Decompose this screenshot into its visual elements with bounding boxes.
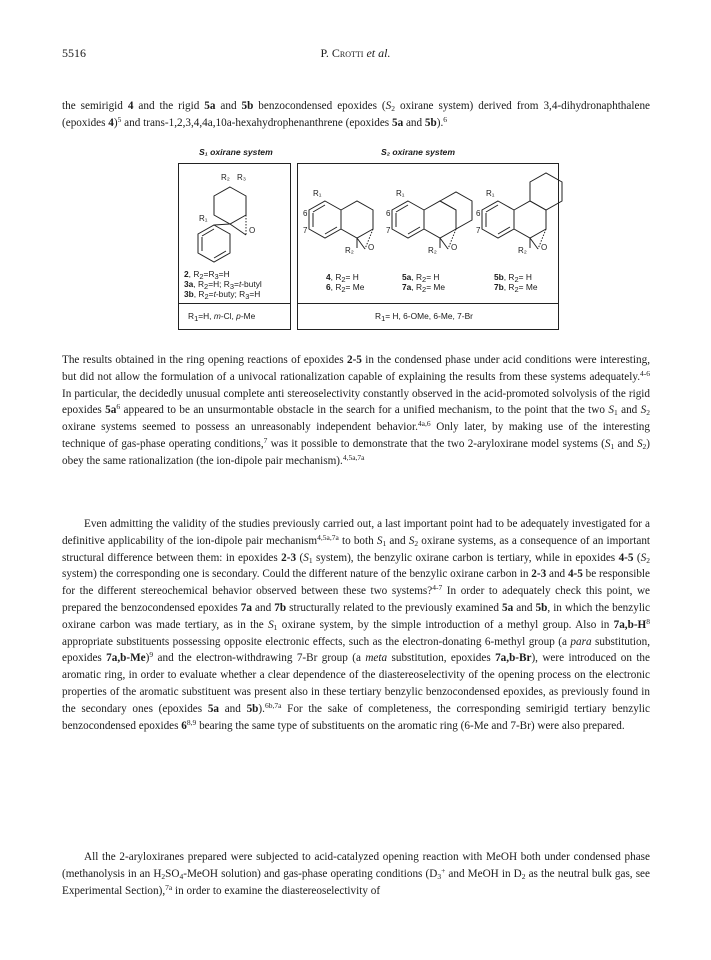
- text-run: bearing the same type of substituents on the aromatic ring (6-Me and 7-Br) were also prepared.: [196, 719, 625, 732]
- text-run: S: [376, 534, 383, 547]
- text-run: , R: [330, 282, 342, 292]
- text-run: 7a,b-Br: [495, 652, 532, 665]
- text-run: S: [604, 437, 611, 450]
- text-run: was it possible to demonstrate that the two 2-aryloxirane model systems (: [267, 437, 605, 450]
- pos7-4: 7: [303, 226, 308, 235]
- text-run: 7a,b-H: [613, 618, 647, 631]
- paragraph-2: [62, 516, 650, 734]
- pos6-5b: 6: [476, 209, 481, 218]
- text-run: (: [633, 551, 641, 564]
- text-run: = H: [518, 272, 532, 282]
- label-line: [494, 272, 538, 282]
- pos7-5a: 7: [386, 226, 391, 235]
- text-run: 5b: [494, 272, 504, 282]
- atom-r3: R₃: [237, 173, 247, 182]
- label-line: [184, 269, 262, 279]
- atom-r2-4: R₂: [345, 246, 354, 255]
- text-run: 6: [443, 114, 448, 124]
- box2-substituents: [375, 311, 473, 321]
- text-run: 7b: [274, 601, 287, 614]
- text-run: =H; R: [208, 279, 230, 289]
- text-run: ): [113, 116, 118, 129]
- structure-5b: [470, 163, 560, 263]
- text-run: and: [219, 702, 247, 715]
- text-run: S: [408, 534, 415, 547]
- text-run: 3: [214, 272, 219, 281]
- text-run: 5a: [502, 601, 514, 614]
- text-run: = Me: [518, 282, 538, 292]
- text-run: 3a: [184, 279, 194, 289]
- text-run: 1: [194, 314, 199, 323]
- text-run: +: [441, 865, 446, 875]
- text-run: ) obey the same rationalization (the ion-dipole pair mechanism).: [62, 437, 651, 467]
- text-run: 2: [514, 275, 519, 284]
- text-run: and: [215, 100, 242, 112]
- box1-substituents: [188, 311, 255, 321]
- text-run: 2: [422, 285, 427, 294]
- text-run: 2: [646, 408, 650, 418]
- text-run: 2: [642, 441, 647, 451]
- text-run: as the neutral bulk gas, see Experimental Section),: [62, 867, 650, 897]
- text-run: =H: [249, 289, 261, 299]
- text-run: meta: [365, 652, 388, 665]
- text-run: = H: [426, 272, 440, 282]
- text-run: 1: [613, 408, 618, 418]
- pos6-4: 6: [303, 209, 308, 218]
- label-line: [326, 272, 364, 282]
- aromatic-ring-4: [309, 201, 341, 238]
- text-run: oxirane systems seemed to possess an unreasonably independent behavior.: [62, 421, 418, 434]
- aromatic-ring-5a: [392, 201, 424, 238]
- text-run: and: [251, 601, 275, 614]
- text-run: 2: [521, 871, 526, 881]
- text-run: = H: [345, 272, 359, 282]
- cyclohexane-ring: [214, 187, 246, 224]
- text-run: 2: [199, 272, 204, 281]
- text-run: 5b: [535, 601, 548, 614]
- text-run: 7b: [494, 282, 504, 292]
- text-run: oxirane system) derived from 3,4-dihydronaphthalene (epoxides: [62, 100, 651, 129]
- text-run: 2: [161, 871, 166, 881]
- label-line: [184, 289, 262, 299]
- structure-5a: [380, 163, 480, 263]
- top-ring-5b: [530, 173, 562, 210]
- text-run: 4: [179, 871, 184, 881]
- text-run: =: [208, 289, 214, 299]
- text-run: and: [386, 534, 409, 547]
- text-run: 6: [116, 402, 121, 412]
- text-run: appropriate substituents possessing opposite electronic effects, such as the electron-donating 6-methyl group (a: [62, 635, 571, 648]
- text-run: 5b: [424, 116, 437, 129]
- text-run: m: [213, 311, 221, 321]
- atom-r2-5a: R₂: [428, 246, 437, 255]
- text-run: , R: [193, 279, 205, 289]
- text-run: 7a: [165, 882, 173, 892]
- text-run: R: [188, 311, 195, 321]
- text-run: 4-5: [567, 568, 583, 581]
- text-run: 3: [229, 282, 235, 291]
- text-run: and: [513, 601, 536, 614]
- text-run: 5a: [105, 404, 117, 417]
- text-run: and the rigid: [133, 100, 205, 112]
- text-run: the semirigid: [62, 100, 128, 112]
- atom-r1-4: R₁: [313, 189, 322, 198]
- text-run: = Me: [426, 282, 446, 292]
- label-line: [184, 279, 262, 289]
- s1-title: S₁ oxirane system: [199, 147, 273, 157]
- text-run: All the 2-aryloxiranes prepared were subjected to acid-catalyzed opening reaction with MeOH both under condensed phase (methanolysis in an H: [62, 851, 650, 880]
- text-run: 1: [382, 538, 387, 548]
- atom-r1: R₁: [199, 214, 208, 223]
- text-run: , R: [503, 282, 515, 292]
- text-run: t: [213, 289, 216, 299]
- text-run: benzocondensed epoxides (: [253, 100, 386, 112]
- label-line: [402, 282, 445, 292]
- compound-5a-7a-labels: [402, 272, 445, 292]
- text-run: 2: [341, 275, 346, 284]
- text-run: appeared to be an unsurmontable obstacle in the search for a unified mechanism, to the point that the two: [120, 404, 609, 417]
- text-run: in order to examine the diastereoselectivity of: [172, 884, 381, 897]
- text-run: 3: [437, 871, 442, 881]
- text-run: 5: [117, 114, 122, 124]
- text-run: = Me: [345, 282, 365, 292]
- text-run: -butyl: [241, 279, 262, 289]
- text-run: structurally related to the previously examined: [286, 601, 503, 614]
- text-run: 5a: [391, 116, 404, 129]
- atom-r1-5b: R₁: [486, 189, 495, 198]
- text-run: =H: [218, 269, 230, 279]
- text-run: 4: [127, 100, 134, 112]
- paragraph-3: [62, 849, 650, 899]
- text-run: and: [546, 568, 568, 581]
- text-run: t: [238, 279, 242, 289]
- atom-r2-5b: R₂: [518, 246, 527, 255]
- compound-2-3-labels: [184, 269, 262, 299]
- text-run: R: [375, 311, 382, 321]
- text-run: to both: [338, 534, 377, 547]
- text-run: =: [234, 279, 239, 289]
- text-run: in the condensed phase under acid conditions were interesting, but did not allow the formulation of a univocal rationalization capable of explaining the results from these systems adequately.: [62, 354, 650, 383]
- text-run: 2: [391, 104, 395, 113]
- text-run: 2-3: [281, 551, 297, 564]
- text-run: 7a: [402, 282, 412, 292]
- text-run: -Me: [240, 311, 256, 321]
- atom-o-5b: O: [541, 243, 548, 252]
- text-run: oxirane systems, as a consequence of an important structural difference between them: in epoxides: [62, 534, 651, 564]
- text-run: 2: [414, 538, 419, 548]
- pos7-5b: 7: [476, 226, 481, 235]
- text-run: 2: [341, 285, 346, 294]
- text-run: and: [617, 404, 641, 417]
- text-run: 7a,b-Me: [106, 652, 146, 665]
- text-run: For the sake of completeness, the corresponding semirigid tertiary benzylic benzocondensed epoxides: [62, 702, 650, 732]
- author-suffix: et al.: [363, 46, 391, 60]
- structure-s1: [178, 163, 298, 263]
- text-run: 2: [204, 292, 209, 301]
- label-line: [402, 272, 445, 282]
- text-run: -MeOH solution) and gas-phase operating conditions (D: [183, 867, 438, 880]
- text-run: 8,9: [186, 717, 197, 727]
- paragraph-1: [62, 352, 650, 470]
- author-name: P. Crotti: [320, 46, 364, 60]
- text-run: 5b: [246, 702, 259, 715]
- text-run: para: [570, 635, 592, 648]
- text-run: S: [268, 618, 274, 631]
- label-line: [326, 282, 364, 292]
- text-run: and the electron-withdrawing 7-Br group (a: [153, 652, 366, 665]
- text-run: S: [640, 551, 647, 564]
- text-run: and: [614, 437, 637, 450]
- text-run: p: [236, 311, 241, 321]
- text-run: SO: [165, 867, 180, 880]
- text-run: 5a: [204, 100, 216, 112]
- text-run: 2: [204, 282, 209, 291]
- atom-o-5a: O: [451, 243, 458, 252]
- text-run: 3b: [184, 289, 194, 299]
- text-run: The results obtained in the ring opening reactions of epoxides: [62, 354, 347, 366]
- middle-ring-5a: [424, 201, 456, 238]
- text-run: and: [403, 116, 425, 129]
- top-ring-5a: [440, 192, 472, 229]
- text-run: 1: [381, 314, 386, 323]
- structure-4: [297, 163, 387, 263]
- text-run: 2-3: [531, 568, 547, 581]
- text-run: 4: [108, 116, 114, 129]
- page-number: 5516: [62, 46, 86, 60]
- text-run: 5b: [241, 100, 254, 112]
- text-run: 4a,6: [417, 419, 431, 429]
- text-run: , R: [330, 272, 342, 282]
- aromatic-ring-5b: [482, 201, 514, 238]
- text-run: 5a: [402, 272, 412, 282]
- text-run: oxirane system, by the simple introduction of a methyl group. Also in: [277, 618, 614, 631]
- text-run: 1: [273, 622, 278, 632]
- text-run: =H,: [198, 311, 214, 321]
- text-run: 6: [181, 719, 187, 732]
- text-run: 4,5a,7a: [317, 532, 339, 542]
- atom-r1-5a: R₁: [396, 189, 405, 198]
- text-run: 7a: [240, 601, 252, 614]
- text-run: 5a: [207, 702, 220, 715]
- middle-ring-5b: [514, 201, 546, 238]
- text-run: 1: [610, 441, 615, 451]
- text-run: be responsible for the different stereochemical behavior observed between these two systems?: [62, 568, 651, 598]
- text-run: In particular, the decidedly unusual complete anti stereoselectivity constantly observed in the acid-promoted solvolysis of the rigid epoxides: [62, 387, 650, 417]
- text-run: 1: [308, 555, 313, 565]
- text-run: 2: [184, 269, 189, 279]
- text-run: (: [296, 551, 304, 564]
- text-run: 9: [149, 650, 154, 660]
- text-run: 4: [326, 272, 331, 282]
- intro-paragraph: [62, 98, 650, 132]
- text-run: , in which the benzylic oxirane carbon was made tertiary, as in the: [62, 601, 650, 631]
- text-run: ).: [258, 702, 265, 715]
- text-run: ), were introduced on the aromatic ring, in order to evaluate whether a clear dependence of the diastereoselectivity of the opening process on the electronic properties of the aromatic substituent was present also in these tertiary benzylic benzocondensed epoxides, as previously found in the secondary ones (epoxides: [62, 652, 650, 715]
- atom-o-4: O: [368, 243, 375, 252]
- epoxide-ring-4: [341, 201, 373, 238]
- text-run: Only later, by making use of the interesting technique of gas-phase operating conditions,: [62, 421, 650, 450]
- text-run: 7: [263, 435, 268, 445]
- text-run: , R: [188, 269, 200, 279]
- text-run: -buty; R: [215, 289, 246, 299]
- text-run: , R: [411, 272, 423, 282]
- text-run: S: [303, 551, 309, 564]
- text-run: S: [636, 437, 643, 450]
- text-run: 8: [646, 616, 650, 626]
- label-line: [494, 282, 538, 292]
- text-run: S: [608, 404, 614, 417]
- text-run: and MeOH in D: [445, 867, 522, 880]
- text-run: substitution, epoxides: [62, 635, 651, 665]
- running-header: [0, 46, 711, 61]
- text-run: , R: [193, 289, 205, 299]
- atom-o: O: [249, 226, 256, 235]
- text-run: substitution, epoxides: [387, 652, 496, 665]
- text-run: , R: [503, 272, 515, 282]
- text-run: = H, 6-OMe, 6-Me, 7-Br: [385, 311, 473, 321]
- text-run: In order to adequately check this point, we prepared the benzocondensed epoxides: [62, 585, 650, 614]
- text-run: , R: [411, 282, 423, 292]
- text-run: 3: [245, 292, 250, 301]
- atom-r2: R₂: [221, 173, 230, 182]
- text-run: S: [640, 404, 647, 417]
- text-run: and trans-1,2,3,4,4a,10a-hexahydrophenanthrene (epoxides: [121, 116, 392, 129]
- text-run: Even admitting the validity of the studies previously carried out, a last important point had to be adequately investigated for a definitive applicability of the ion-dipole pair mechanism: [62, 518, 650, 547]
- text-run: ): [145, 652, 150, 665]
- text-run: system), the benzylic oxirane carbon is tertiary, while in epoxides: [312, 551, 619, 564]
- text-run: 6: [326, 282, 331, 292]
- compound-5b-7b-labels: [494, 272, 538, 292]
- text-run: S: [385, 100, 392, 112]
- text-run: system) the corresponding one is secondary. Could the different nature of the benzylic oxirane carbon in: [62, 568, 532, 581]
- text-run: 2-5: [346, 354, 362, 366]
- text-run: 2: [646, 555, 650, 565]
- text-run: 6b,7a: [264, 700, 282, 710]
- text-run: 4,5a,7a: [342, 452, 365, 462]
- text-run: 4-7: [432, 583, 443, 593]
- compound-4-6-labels: [326, 272, 364, 292]
- box2-divider: [297, 303, 559, 304]
- box1-divider: [178, 303, 291, 304]
- text-run: 2: [422, 275, 427, 284]
- pos6-5a: 6: [386, 209, 391, 218]
- text-run: 4-5: [618, 551, 634, 564]
- text-run: 2: [514, 285, 519, 294]
- s2-title: S₂ oxirane system: [381, 147, 455, 157]
- benzene-ring: [198, 225, 230, 262]
- text-run: 4-6: [640, 368, 650, 378]
- text-run: =R: [203, 269, 215, 279]
- text-run: ).: [436, 116, 444, 129]
- text-run: -Cl,: [220, 311, 237, 321]
